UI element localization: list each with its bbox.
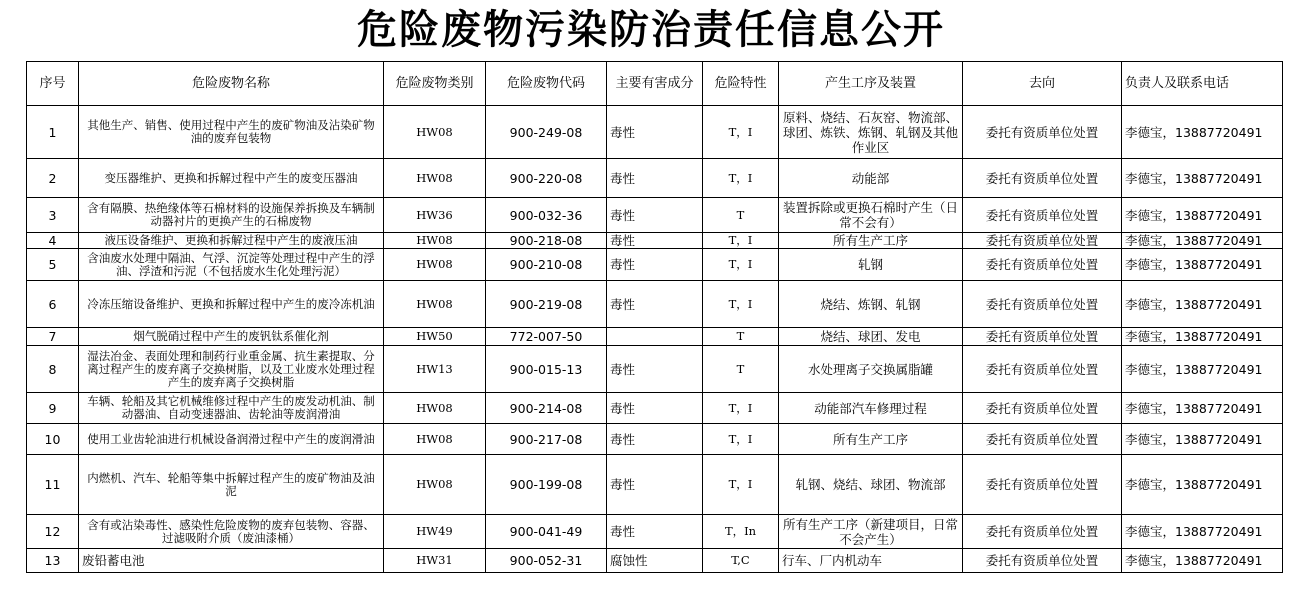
table-row [27, 106, 1283, 159]
row-code: 900-015-13 [486, 346, 607, 393]
row-property: T,C [703, 549, 779, 573]
row-process: 水处理离子交换属脂罐 [779, 346, 963, 393]
row-process: 行车、厂内机动车 [779, 549, 963, 573]
row-component: 毒性 [607, 106, 703, 159]
row-contact: 李德宝，13887720491 [1122, 328, 1283, 346]
row-category: HW50 [384, 328, 486, 346]
row-destination: 委托有资质单位处置 [963, 106, 1122, 159]
row-category: HW31 [384, 549, 486, 573]
header-process: 产生工序及装置 [779, 62, 963, 106]
row-name: 湿法冶金、表面处理和制药行业重金属、抗生素提取、分离过程产生的废弃离子交换树脂，以及工业废水处理过程产生的废弃离子交换树脂 [79, 346, 384, 393]
row-contact: 李德宝，13887720491 [1122, 346, 1283, 393]
row-contact: 李德宝，13887720491 [1122, 249, 1283, 281]
row-no: 12 [27, 515, 79, 549]
row-property: T，I [703, 249, 779, 281]
row-code: 900-220-08 [486, 159, 607, 198]
row-component: 毒性 [607, 515, 703, 549]
row-code: 900-218-08 [486, 233, 607, 249]
row-component: 毒性 [607, 198, 703, 233]
row-process: 动能部 [779, 159, 963, 198]
row-name: 内燃机、汽车、轮船等集中拆解过程产生的废矿物油及油泥 [79, 455, 384, 515]
row-name: 冷冻压缩设备维护、更换和拆解过程中产生的废冷冻机油 [79, 281, 384, 328]
row-component: 毒性 [607, 393, 703, 424]
row-code: 900-052-31 [486, 549, 607, 573]
row-property: T，I [703, 455, 779, 515]
row-contact: 李德宝，13887720491 [1122, 393, 1283, 424]
header-code: 危险废物代码 [486, 62, 607, 106]
row-component: 毒性 [607, 233, 703, 249]
row-process: 所有生产工序 [779, 424, 963, 455]
row-contact: 李德宝，13887720491 [1122, 424, 1283, 455]
page-title: 危险废物污染防治责任信息公开 [357, 7, 945, 53]
row-component: 毒性 [607, 159, 703, 198]
row-category: HW08 [384, 233, 486, 249]
row-process: 轧钢、烧结、球团、物流部 [779, 455, 963, 515]
row-code: 900-214-08 [486, 393, 607, 424]
row-contact: 李德宝，13887720491 [1122, 159, 1283, 198]
row-process: 原料、烧结、石灰窑、物流部、球团、炼铁、炼钢、轧钢及其他作业区 [779, 106, 963, 159]
row-name: 车辆、轮船及其它机械维修过程中产生的废发动机油、制动器油、自动变速器油、齿轮油等废润滑油 [79, 393, 384, 424]
row-component: 毒性 [607, 281, 703, 328]
row-process: 烧结、球团、发电 [779, 328, 963, 346]
row-property: T，I [703, 281, 779, 328]
row-code: 900-219-08 [486, 281, 607, 328]
row-no: 9 [27, 393, 79, 424]
table-row [27, 281, 1283, 328]
row-property: T [703, 328, 779, 346]
row-category: HW08 [384, 159, 486, 198]
row-destination: 委托有资质单位处置 [963, 328, 1122, 346]
row-component: 毒性 [607, 249, 703, 281]
row-code: 900-210-08 [486, 249, 607, 281]
row-contact: 李德宝，13887720491 [1122, 233, 1283, 249]
row-code: 900-041-49 [486, 515, 607, 549]
table-row [27, 346, 1283, 393]
row-component: 毒性 [607, 424, 703, 455]
row-destination: 委托有资质单位处置 [963, 549, 1122, 573]
row-code: 900-032-36 [486, 198, 607, 233]
row-destination: 委托有资质单位处置 [963, 233, 1122, 249]
row-destination: 委托有资质单位处置 [963, 198, 1122, 233]
row-category: HW08 [384, 106, 486, 159]
hazardous-waste-table [26, 61, 1283, 573]
row-destination: 委托有资质单位处置 [963, 455, 1122, 515]
row-component [607, 328, 703, 346]
row-destination: 委托有资质单位处置 [963, 346, 1122, 393]
row-contact: 李德宝，13887720491 [1122, 106, 1283, 159]
row-contact: 李德宝，13887720491 [1122, 455, 1283, 515]
row-no: 11 [27, 455, 79, 515]
row-no: 7 [27, 328, 79, 346]
header-name: 危险废物名称 [79, 62, 384, 106]
row-process: 所有生产工序（新建项目，日常不会产生） [779, 515, 963, 549]
row-process: 烧结、炼钢、轧钢 [779, 281, 963, 328]
row-contact: 李德宝，13887720491 [1122, 281, 1283, 328]
row-no: 2 [27, 159, 79, 198]
table-row [27, 198, 1283, 233]
row-name: 烟气脱硝过程中产生的废钒钛系催化剂 [79, 328, 384, 346]
row-category: HW08 [384, 455, 486, 515]
row-property: T，I [703, 106, 779, 159]
row-property: T，In [703, 515, 779, 549]
row-process: 动能部汽车修理过程 [779, 393, 963, 424]
table-row [27, 233, 1283, 249]
row-property: T，I [703, 424, 779, 455]
table-row [27, 549, 1283, 573]
header-contact: 负责人及联系电话 [1122, 62, 1283, 106]
row-destination: 委托有资质单位处置 [963, 249, 1122, 281]
table-header-row [27, 62, 1283, 106]
row-no: 10 [27, 424, 79, 455]
header-no: 序号 [27, 62, 79, 106]
row-contact: 李德宝，13887720491 [1122, 198, 1283, 233]
table-row [27, 249, 1283, 281]
row-name: 变压器维护、更换和拆解过程中产生的废变压器油 [79, 159, 384, 198]
row-category: HW08 [384, 393, 486, 424]
row-process: 装置拆除或更换石棉时产生（日常不会有） [779, 198, 963, 233]
row-destination: 委托有资质单位处置 [963, 281, 1122, 328]
row-process: 轧钢 [779, 249, 963, 281]
header-property: 危险特性 [703, 62, 779, 106]
row-process: 所有生产工序 [779, 233, 963, 249]
row-no: 4 [27, 233, 79, 249]
row-name: 含油废水处理中隔油、气浮、沉淀等处理过程中产生的浮油、浮渣和污泥（不包括废水生化处理污泥） [79, 249, 384, 281]
row-category: HW08 [384, 249, 486, 281]
row-category: HW36 [384, 198, 486, 233]
row-category: HW49 [384, 515, 486, 549]
row-property: T [703, 346, 779, 393]
row-destination: 委托有资质单位处置 [963, 515, 1122, 549]
table-row [27, 393, 1283, 424]
row-name: 废铅蓄电池 [79, 549, 384, 573]
row-name: 含有或沾染毒性、感染性危险废物的废弃包装物、容器、过滤吸附介质（废油漆桶） [79, 515, 384, 549]
table-row [27, 159, 1283, 198]
row-no: 5 [27, 249, 79, 281]
row-component: 腐蚀性 [607, 549, 703, 573]
row-property: T，I [703, 233, 779, 249]
row-destination: 委托有资质单位处置 [963, 424, 1122, 455]
row-no: 8 [27, 346, 79, 393]
row-code: 772-007-50 [486, 328, 607, 346]
row-category: HW13 [384, 346, 486, 393]
header-destination: 去向 [963, 62, 1122, 106]
row-name: 其他生产、销售、使用过程中产生的废矿物油及沾染矿物油的废弃包装物 [79, 106, 384, 159]
table-row [27, 455, 1283, 515]
row-destination: 委托有资质单位处置 [963, 159, 1122, 198]
row-property: T，I [703, 393, 779, 424]
row-code: 900-249-08 [486, 106, 607, 159]
table-row [27, 515, 1283, 549]
header-category: 危险废物类别 [384, 62, 486, 106]
row-code: 900-217-08 [486, 424, 607, 455]
row-contact: 李德宝，13887720491 [1122, 549, 1283, 573]
row-category: HW08 [384, 281, 486, 328]
row-destination: 委托有资质单位处置 [963, 393, 1122, 424]
row-no: 6 [27, 281, 79, 328]
row-category: HW08 [384, 424, 486, 455]
header-component: 主要有害成分 [607, 62, 703, 106]
row-no: 3 [27, 198, 79, 233]
row-component: 毒性 [607, 455, 703, 515]
row-name: 含有隔膜、热绝缘体等石棉材料的设施保养拆换及车辆制动器衬片的更换产生的石棉废物 [79, 198, 384, 233]
row-no: 13 [27, 549, 79, 573]
row-no: 1 [27, 106, 79, 159]
table-row [27, 328, 1283, 346]
row-property: T，I [703, 159, 779, 198]
row-code: 900-199-08 [486, 455, 607, 515]
row-name: 使用工业齿轮油进行机械设备润滑过程中产生的废润滑油 [79, 424, 384, 455]
table-row [27, 424, 1283, 455]
row-contact: 李德宝，13887720491 [1122, 515, 1283, 549]
row-property: T [703, 198, 779, 233]
row-name: 液压设备维护、更换和拆解过程中产生的废液压油 [79, 233, 384, 249]
row-component: 毒性 [607, 346, 703, 393]
